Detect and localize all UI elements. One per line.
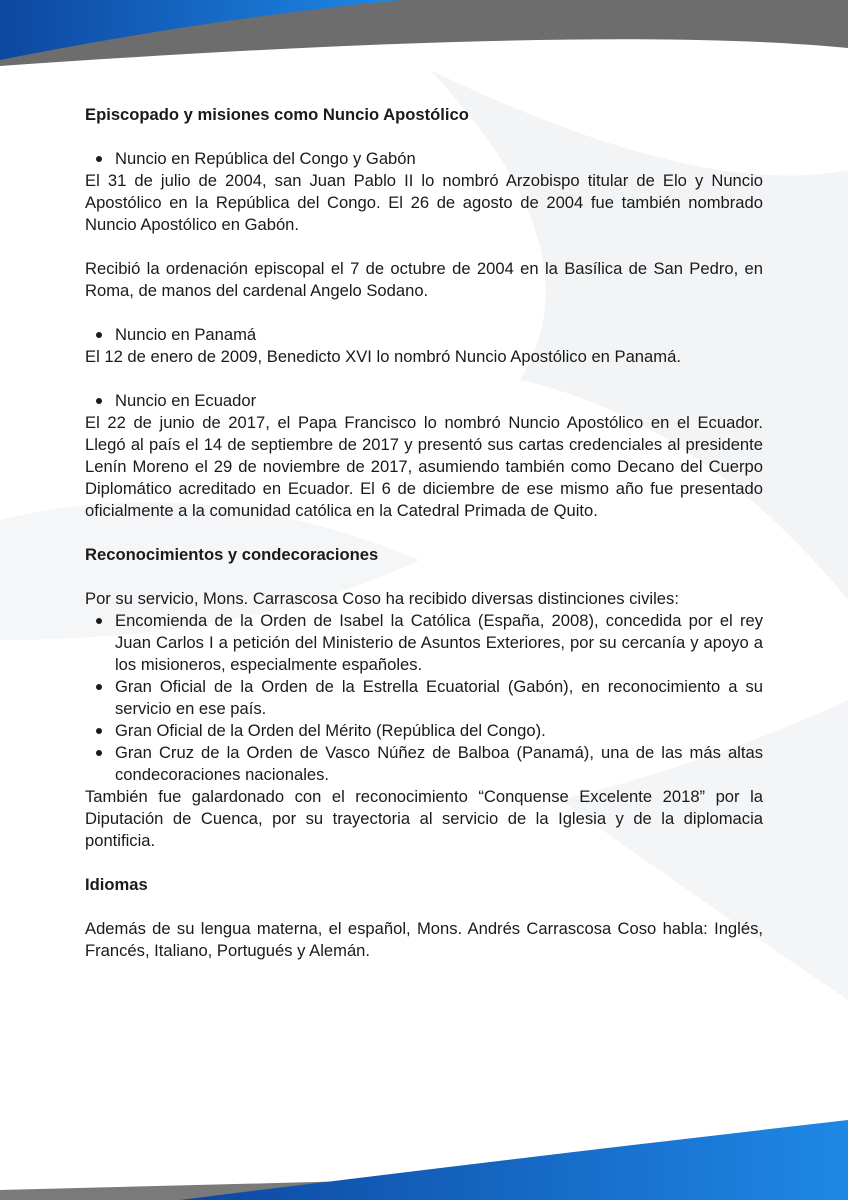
section-heading-episcopado: Episcopado y misiones como Nuncio Apostólico: [85, 105, 469, 124]
list-item-award: Encomienda de la Orden de Isabel la Católica (España, 2008), concedida por el rey Juan Carlos I a petición del Ministerio de Asuntos Exteriores, por su cercanía y apoyo a los misioneros, especialmente españoles.: [85, 610, 763, 676]
document-body: [85, 104, 763, 962]
paragraph-panama: El 12 de enero de 2009, Benedicto XVI lo nombró Nuncio Apostólico en Panamá.: [85, 347, 681, 366]
list-item-congo: Nuncio en República del Congo y Gabón: [85, 148, 763, 170]
list-item-award: Gran Oficial de la Orden de la Estrella Ecuatorial (Gabón), en reconocimiento a su servicio en ese país.: [85, 676, 763, 720]
list-item-award: Gran Oficial de la Orden del Mérito (República del Congo).: [85, 720, 763, 742]
paragraph-reconocimientos-intro: Por su servicio, Mons. Carrascosa Coso ha recibido diversas distinciones civiles:: [85, 589, 679, 608]
bottom-blue-wave: [180, 1120, 848, 1200]
paragraph-reconocimientos-closing: También fue galardonado con el reconocimiento “Conquense Excelente 2018” por la Diputación de Cuenca, por su trayectoria al servicio de la Iglesia y de la diplomacia pontificia.: [85, 787, 763, 850]
section-heading-reconocimientos: Reconocimientos y condecoraciones: [85, 545, 379, 564]
section-heading-idiomas: Idiomas: [85, 875, 148, 894]
list-item-panama: Nuncio en Panamá: [85, 324, 763, 346]
paragraph-idiomas: Además de su lengua materna, el español, Mons. Andrés Carrascosa Coso habla: Inglés, Francés, Italiano, Portugués y Alemán.: [85, 919, 763, 960]
list-item-ecuador: Nuncio en Ecuador: [85, 390, 763, 412]
paragraph-ecuador: El 22 de junio de 2017, el Papa Francisco lo nombró Nuncio Apostólico en el Ecuador. Llegó al país el 14 de septiembre de 2017 y presentó sus cartas credenciales al presidente Lenín Moreno el 29 de noviembre de 2017, asumiendo también como Decano del Cuerpo Diplomático acreditado en Ecuador. El 6 de diciembre de ese mismo año fue presentado oficialmente a la comunidad católica en la Catedral Primada de Quito.: [85, 413, 763, 520]
paragraph-congo: El 31 de julio de 2004, san Juan Pablo II lo nombró Arzobispo titular de Elo y Nuncio Apostólico en la República del Congo. El 26 de agosto de 2004 fue también nombrado Nuncio Apostólico en Gabón.: [85, 171, 763, 234]
list-item-award: Gran Cruz de la Orden de Vasco Núñez de Balboa (Panamá), una de las más altas condecoraciones nacionales.: [85, 742, 763, 786]
paragraph-ordination: Recibió la ordenación episcopal el 7 de octubre de 2004 en la Basílica de San Pedro, en Roma, de manos del cardenal Angelo Sodano.: [85, 259, 763, 300]
